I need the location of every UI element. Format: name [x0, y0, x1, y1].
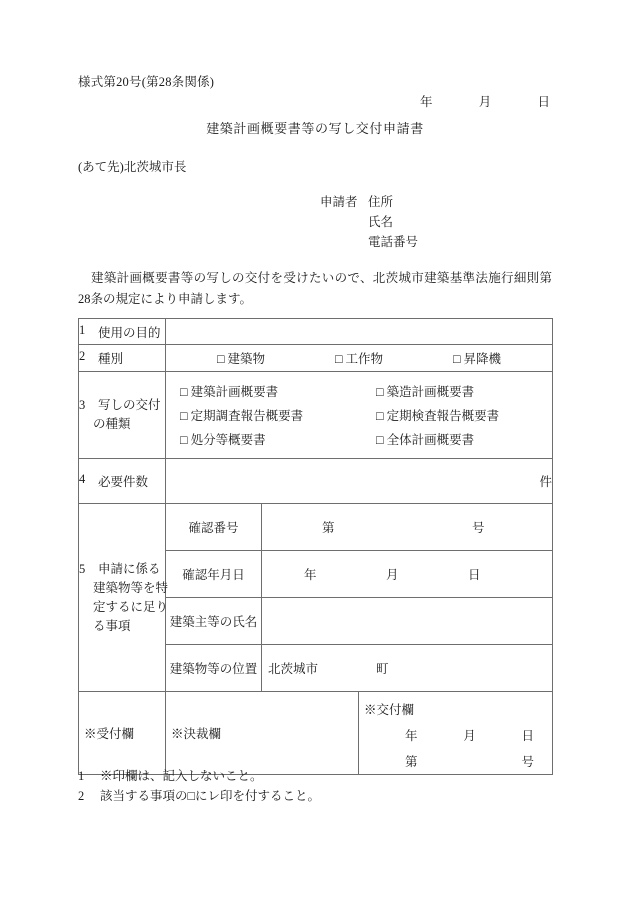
admin-issue-number-prefix: 第: [405, 755, 418, 769]
applicant-phone-row: [320, 232, 418, 252]
date-month: 月: [386, 568, 399, 582]
sub-label-location: 建築物等の位置: [166, 645, 262, 692]
sub-label-owner-name: 建築主等の氏名: [166, 598, 262, 645]
admin-issue-number-suffix: 号: [521, 755, 535, 769]
applicant-address-row: [320, 192, 418, 212]
copy-type-line-1: [180, 379, 552, 403]
row2-text: 種別: [98, 352, 124, 366]
row5-label-line1: [79, 560, 165, 579]
checkbox-option-elevator[interactable]: [453, 349, 501, 367]
checkbox-option-periodic-investigation-report[interactable]: [180, 406, 376, 424]
admin-approval-label: ※決裁欄: [171, 727, 222, 741]
footnote-text: 該当する事項の□にレ印を付すること。: [100, 789, 321, 803]
sub-label-confirmation-number: 確認番号: [166, 504, 262, 551]
checkbox-option-building[interactable]: [217, 349, 265, 367]
row2-label: [79, 349, 165, 367]
checkbox-icon[interactable]: □: [180, 433, 188, 447]
row3-label-cell: [79, 372, 166, 459]
admin-issue-year: 年: [405, 729, 418, 743]
row3-options-cell: [166, 372, 553, 459]
row5-text1: 申請に係る: [98, 561, 161, 576]
row2-label-cell: [79, 345, 166, 372]
row1-number: 1: [79, 322, 86, 337]
footnote-item: [78, 786, 320, 806]
admin-issue-date-line: [359, 722, 534, 744]
checkbox-icon[interactable]: □: [376, 409, 384, 423]
checkbox-option-periodic-inspection-report[interactable]: [376, 406, 552, 424]
copy-type-line-2: [180, 403, 552, 427]
date-day: 日: [468, 568, 481, 582]
checkbox-icon[interactable]: □: [216, 352, 225, 366]
row5-label-line2: 建築物等を特: [93, 580, 169, 595]
row3-label-line1: [79, 396, 165, 415]
checkbox-option-building-plan-summary[interactable]: [180, 382, 376, 400]
location-city: 北茨城市: [268, 662, 319, 676]
admin-issue-label: ※交付欄: [364, 703, 415, 717]
admin-receipt-label: ※受付欄: [84, 727, 135, 741]
checkbox-label: 処分等概要書: [190, 433, 266, 447]
location-input-cell[interactable]: [262, 645, 553, 692]
row4-text: 必要件数: [98, 475, 149, 489]
form-number: 様式第20号(第28条関係): [78, 75, 215, 89]
row5-number: 5: [79, 561, 86, 576]
row3-number: 3: [79, 398, 86, 412]
row1-label: [79, 323, 165, 341]
copy-type-line-3: [180, 427, 552, 451]
header-date-day: 日: [537, 95, 550, 109]
admin-issue-fields: [359, 722, 552, 770]
footnotes: [78, 766, 320, 806]
addressee: (あて先)北茨城市長: [78, 160, 187, 174]
confirmation-number-input-cell[interactable]: [262, 504, 553, 551]
row5-label-line3: 定するに足り: [93, 599, 169, 614]
quantity-unit: 件: [539, 475, 553, 489]
checkbox-label: 工作物: [345, 352, 384, 366]
checkbox-option-disposition-summary[interactable]: [180, 430, 376, 448]
checkbox-label: 昇降機: [463, 352, 502, 366]
row2-options-cell: [166, 345, 553, 372]
confirmation-number-markers: [262, 515, 552, 539]
owner-name-input-cell[interactable]: [262, 598, 553, 645]
admin-issue-month: 月: [463, 729, 476, 743]
row4-label: [79, 472, 165, 490]
category-options: [166, 345, 552, 371]
sub-label-confirmation-date: 確認年月日: [166, 551, 262, 598]
location-markers: [262, 656, 552, 680]
row3-label-line2: の種類: [93, 417, 131, 431]
applicant-field-name: 氏名: [368, 215, 394, 229]
number-prefix: 第: [322, 521, 335, 535]
table-row-copy-types: [79, 372, 553, 459]
admin-issue-cell[interactable]: [359, 692, 553, 775]
confirmation-date-markers: [262, 562, 552, 586]
row5-label-line4: る事項: [93, 618, 131, 633]
row1-label-cell: [79, 319, 166, 345]
checkbox-icon[interactable]: □: [180, 385, 188, 399]
row1-text: 使用の目的: [98, 325, 161, 340]
date-year: 年: [304, 568, 317, 582]
admin-receipt-cell[interactable]: [79, 692, 166, 775]
admin-approval-cell[interactable]: [166, 692, 359, 775]
checkbox-label: 建築計画概要書: [190, 385, 279, 399]
copy-type-options: [166, 372, 552, 458]
row5-label-cell: [79, 504, 169, 692]
table-row-quantity: [79, 459, 553, 504]
footnote-index: 2: [78, 789, 85, 803]
number-suffix: 号: [472, 521, 485, 535]
footnote-text: ※印欄は、記入しないこと。: [100, 769, 263, 783]
header-date-year: 年: [420, 95, 433, 109]
checkbox-option-construction-plan-summary[interactable]: [376, 382, 552, 400]
checkbox-option-overall-plan-summary[interactable]: [376, 430, 552, 448]
checkbox-option-structure[interactable]: [335, 349, 383, 367]
checkbox-label: 定期検査報告概要書: [386, 409, 500, 423]
admin-issue-day: 日: [521, 729, 535, 743]
application-form-table: [78, 318, 553, 775]
row1-input-cell[interactable]: [166, 319, 553, 345]
checkbox-icon[interactable]: □: [452, 352, 461, 366]
confirmation-date-input-cell[interactable]: [262, 551, 553, 598]
applicant-name-row: [320, 212, 418, 232]
checkbox-icon[interactable]: □: [334, 352, 343, 366]
row3-text1: 写しの交付: [98, 398, 161, 412]
page-title: 建築計画概要書等の写し交付申請書: [206, 121, 424, 136]
checkbox-label: 築造計画概要書: [386, 385, 475, 399]
footnote-index: 1: [78, 769, 85, 783]
checkbox-icon[interactable]: □: [376, 385, 384, 399]
applicant-label: 申請者: [320, 195, 358, 209]
row4-input-cell[interactable]: [166, 459, 553, 504]
body-paragraph: 建築計画概要書等の写しの交付を受けたいので、北茨城市建築基準法施行細則第28条の規定により申請します。: [78, 271, 552, 306]
row4-number: 4: [79, 472, 86, 486]
applicant-field-address: 住所: [368, 195, 394, 209]
checkbox-icon[interactable]: □: [376, 433, 384, 447]
table-row-category: [79, 345, 553, 372]
admin-issue-number-line: [359, 744, 534, 770]
checkbox-label: 定期調査報告概要書: [190, 409, 304, 423]
row2-number: 2: [79, 349, 86, 363]
checkbox-label: 全体計画概要書: [386, 433, 475, 447]
applicant-block: [320, 192, 418, 252]
location-town: 町: [376, 662, 389, 676]
header-date-line: [420, 92, 550, 110]
table-row-confirmation-number: [79, 504, 553, 551]
checkbox-label: 建築物: [227, 352, 266, 366]
checkbox-icon[interactable]: □: [180, 409, 188, 423]
row4-label-cell: [79, 459, 166, 504]
header-date-month: 月: [478, 95, 492, 109]
footnote-item: [78, 766, 320, 786]
table-row-admin: [79, 692, 553, 775]
table-row-purpose: [79, 319, 553, 345]
applicant-field-phone: 電話番号: [368, 235, 419, 249]
